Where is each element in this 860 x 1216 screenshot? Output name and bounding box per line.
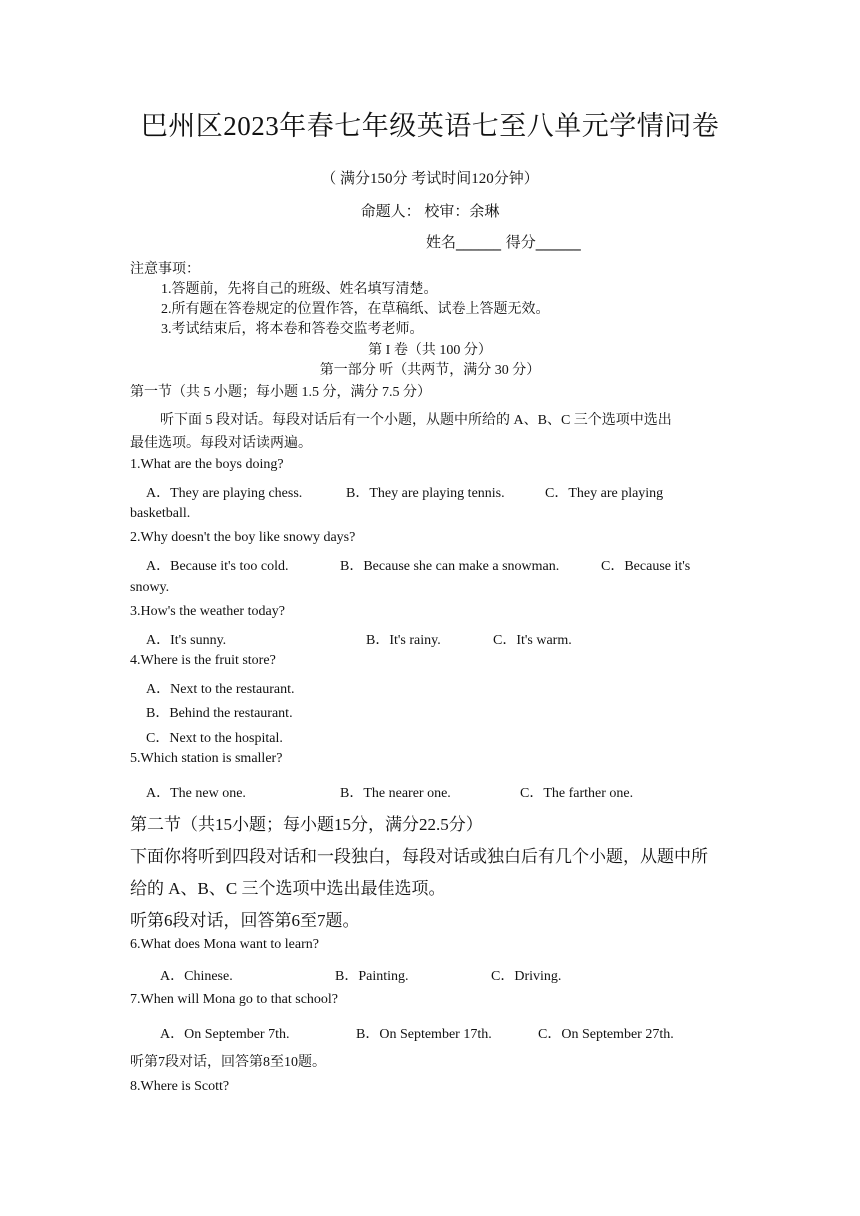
note-item: 1.答题前，先将自己的班级、姓名填写清楚。 <box>161 282 438 297</box>
question-stem: 1.What are the boys doing? <box>130 457 284 472</box>
option-b: B．The nearer one. <box>340 786 451 801</box>
name-score-fields: 姓名______ 得分______ <box>426 233 581 251</box>
option-a: A．Next to the restaurant. <box>146 682 295 697</box>
question-stem: 3.How's the weather today? <box>130 604 285 619</box>
option-c: C．On September 27th. <box>538 1027 674 1042</box>
part-heading: 第一部分 听（共两节，满分 30 分） <box>319 363 541 378</box>
option-c: C．It's warm. <box>493 633 572 648</box>
question-stem: 4.Where is the fruit store? <box>130 653 276 668</box>
option-b: B．Because she can make a snowman. <box>340 559 560 574</box>
option-b: B．Painting. <box>335 969 409 984</box>
section2-instruction: 给的 A、B、C 三个选项中选出最佳选项。 <box>130 879 446 898</box>
section2-instruction: 下面你将听到四段对话和一段独白，每段对话或独白后有几个小题，从题中所 <box>130 847 708 866</box>
option-c: C．Because it's <box>601 559 691 574</box>
volume-heading: 第 I 卷（共 100 分） <box>368 343 492 358</box>
listen-instruction: 听第6段对话，回答第6至7题。 <box>130 911 360 930</box>
note-item: 3.考试结束后，将本卷和答卷交监考老师。 <box>161 322 424 337</box>
score-time-info: （ 满分150分 考试时间120分钟） <box>321 171 539 187</box>
authors-line: 命题人： 校审：余琳 <box>360 204 500 220</box>
option-c-continued: basketball. <box>130 506 191 521</box>
option-a: A．Chinese. <box>160 969 233 984</box>
option-c: C．Next to the hospital. <box>146 731 283 746</box>
question-stem: 5.Which station is smaller? <box>130 751 283 766</box>
note-item: 2.所有题在答卷规定的位置作答，在草稿纸、试卷上答题无效。 <box>161 302 550 317</box>
option-c-continued: snowy. <box>130 580 170 595</box>
question-stem: 7.When will Mona go to that school? <box>130 992 339 1007</box>
page-title: 巴州区2023年春七年级英语七至八单元学情问卷 <box>140 111 720 141</box>
option-a: A．Because it's too cold. <box>146 559 289 574</box>
option-b: B．Behind the restaurant. <box>146 706 293 721</box>
option-c: C．Driving. <box>491 969 562 984</box>
option-b: B．They are playing tennis. <box>346 486 505 501</box>
question-stem: 8.Where is Scott? <box>130 1079 230 1094</box>
section2-heading: 第二节（共15小题；每小题15分，满分22.5分） <box>130 815 483 834</box>
option-a: A．On September 7th. <box>160 1027 290 1042</box>
option-a: A．It's sunny. <box>146 633 227 648</box>
option-c: C．The farther one. <box>520 786 634 801</box>
option-a: A．The new one. <box>146 786 246 801</box>
option-c: C．They are playing <box>545 486 664 501</box>
section1-heading: 第一节（共 5 小题；每小题 1.5 分，满分 7.5 分） <box>130 385 431 400</box>
section1-instruction: 听下面 5 段对话。每段对话后有一个小题，从题中所给的 A、B、C 三个选项中选出 <box>160 413 672 428</box>
listen-instruction: 听第7段对话，回答第8至10题。 <box>130 1055 326 1070</box>
section1-instruction: 最佳选项。每段对话读两遍。 <box>130 436 312 451</box>
notes-heading: 注意事项： <box>130 262 200 277</box>
option-b: B．On September 17th. <box>356 1027 492 1042</box>
question-stem: 6.What does Mona want to learn? <box>130 937 319 952</box>
option-a: A．They are playing chess. <box>146 486 303 501</box>
option-b: B．It's rainy. <box>366 633 441 648</box>
question-stem: 2.Why doesn't the boy like snowy days? <box>130 530 356 545</box>
